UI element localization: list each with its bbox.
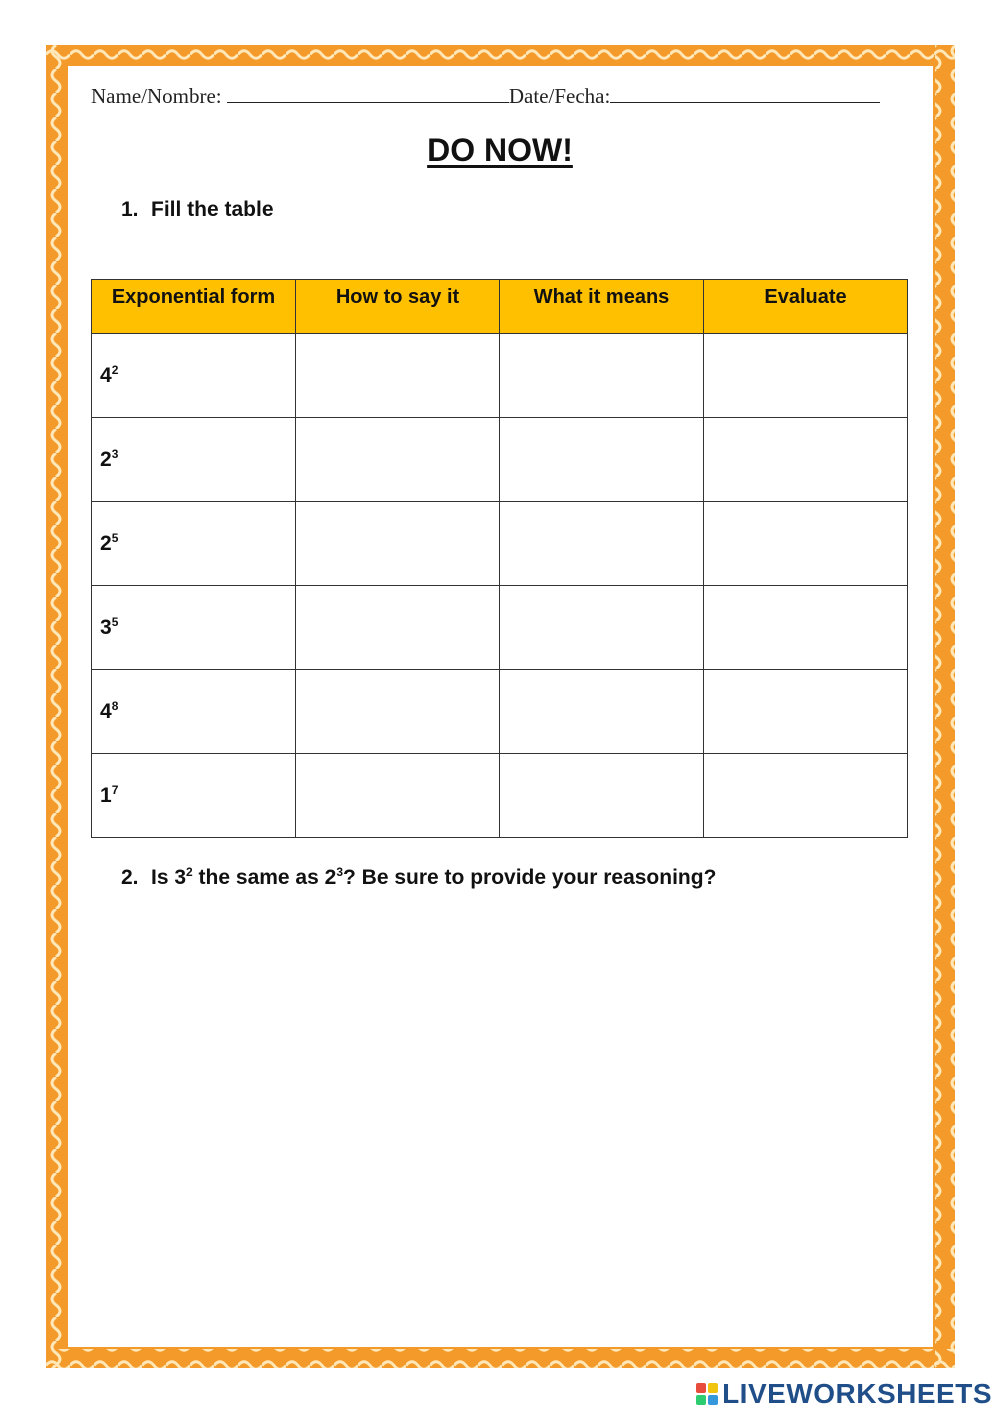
question-2-number: 2. bbox=[121, 866, 139, 889]
header-what-it-means: What it means bbox=[500, 280, 704, 334]
evaluate-input[interactable] bbox=[704, 502, 908, 586]
table-row bbox=[92, 586, 908, 670]
evaluate-input[interactable] bbox=[704, 586, 908, 670]
how-to-say-it-input[interactable] bbox=[296, 670, 500, 754]
liveworksheets-logo bbox=[696, 1376, 992, 1412]
what-it-means-input[interactable] bbox=[500, 754, 704, 838]
exponential-form-cell: $4^2$ bbox=[92, 334, 296, 418]
logo-square bbox=[696, 1383, 706, 1393]
name-date-line bbox=[91, 84, 911, 109]
question-2: 2. Is $3^2$ the same as $2^3$? Be sure to provide your reasoning? bbox=[121, 865, 717, 889]
what-it-means-input[interactable] bbox=[500, 418, 704, 502]
logo-square bbox=[696, 1395, 706, 1405]
evaluate-input[interactable] bbox=[704, 334, 908, 418]
exponential-form-cell: $2^5$ bbox=[92, 502, 296, 586]
name-label: Name/Nombre: bbox=[91, 84, 222, 108]
exponential-form-cell: $2^3$ bbox=[92, 418, 296, 502]
exponential-form-cell: $1^7$ bbox=[92, 754, 296, 838]
header-exponential-form: Exponential form bbox=[92, 280, 296, 334]
exponential-form-cell: $3^5$ bbox=[92, 586, 296, 670]
what-it-means-input[interactable] bbox=[500, 586, 704, 670]
table-row bbox=[92, 502, 908, 586]
table-header-row bbox=[92, 280, 908, 334]
evaluate-input[interactable] bbox=[704, 670, 908, 754]
how-to-say-it-input[interactable] bbox=[296, 418, 500, 502]
logo-mark-icon bbox=[696, 1383, 718, 1405]
name-field[interactable] bbox=[227, 84, 509, 103]
logo-square bbox=[708, 1383, 718, 1393]
header-evaluate: Evaluate bbox=[704, 280, 908, 334]
evaluate-input[interactable] bbox=[704, 754, 908, 838]
logo-square bbox=[708, 1395, 718, 1405]
date-label: Date/Fecha: bbox=[508, 84, 611, 108]
page-title: DO NOW! bbox=[427, 132, 573, 168]
exponent-table bbox=[91, 279, 908, 838]
logo-text: LIVEWORKSHEETS bbox=[722, 1378, 992, 1409]
table-row bbox=[92, 334, 908, 418]
how-to-say-it-input[interactable] bbox=[296, 586, 500, 670]
how-to-say-it-input[interactable] bbox=[296, 502, 500, 586]
table-row bbox=[92, 418, 908, 502]
question-1 bbox=[121, 198, 274, 222]
question-1-number: 1. bbox=[121, 198, 139, 221]
question-1-text: Fill the table bbox=[151, 198, 274, 221]
how-to-say-it-input[interactable] bbox=[296, 334, 500, 418]
what-it-means-input[interactable] bbox=[500, 502, 704, 586]
header-how-to-say-it: How to say it bbox=[296, 280, 500, 334]
answer-area[interactable] bbox=[121, 910, 911, 1330]
exponential-form-cell: $4^8$ bbox=[92, 670, 296, 754]
how-to-say-it-input[interactable] bbox=[296, 754, 500, 838]
table-row bbox=[92, 670, 908, 754]
table-row bbox=[92, 754, 908, 838]
evaluate-input[interactable] bbox=[704, 418, 908, 502]
what-it-means-input[interactable] bbox=[500, 670, 704, 754]
what-it-means-input[interactable] bbox=[500, 334, 704, 418]
date-field[interactable] bbox=[610, 84, 880, 103]
